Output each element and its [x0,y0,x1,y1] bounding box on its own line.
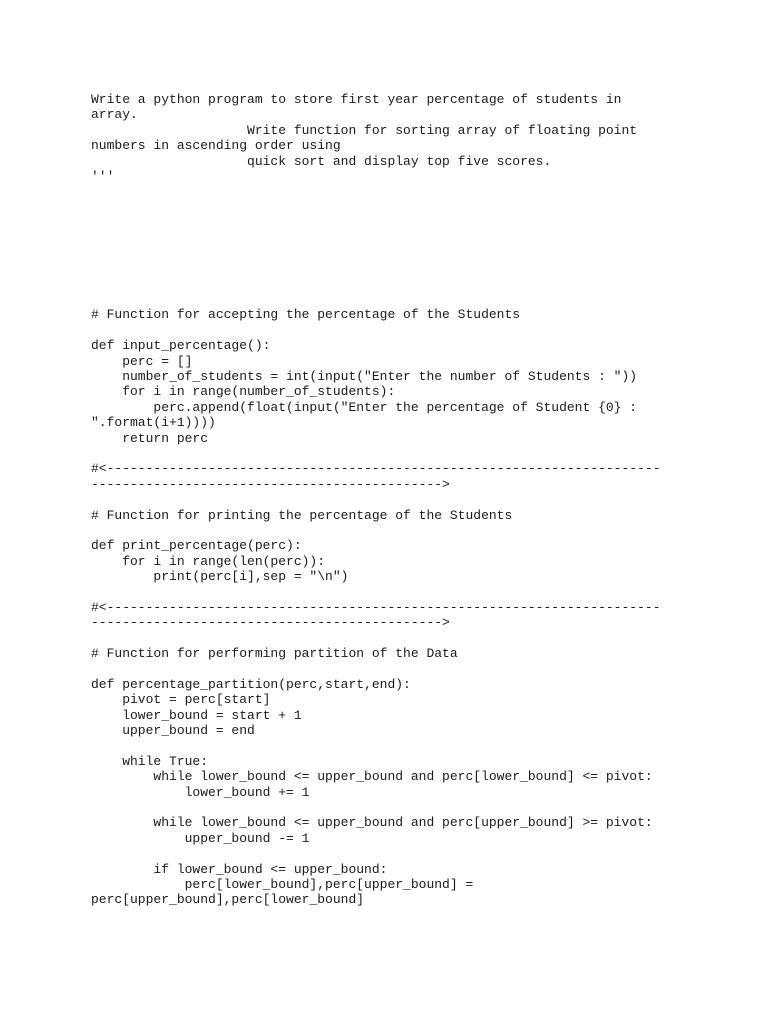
code-line [91,215,661,230]
code-line: perc[upper_bound],perc[lower_bound] [91,892,365,908]
code-line: if lower_bound <= upper_bound: [91,861,388,877]
code-line: print(perc[i],sep = "\n") [91,569,349,585]
code-line: while lower_bound <= upper_bound and perc[lower_bound] <= pivot: [91,769,653,785]
code-line: # Function for printing the percentage of the Students [91,507,513,523]
code-line: ---------------------------------------------> [91,615,450,631]
code-line: #<----------------------------------------------------------------------- [91,461,661,477]
code-line [91,661,661,676]
code-line: pivot = perc[start] [91,692,271,708]
code-line: lower_bound += 1 [91,784,310,800]
code-line: perc.append(float(input("Enter the percentage of Student {0} : [91,399,638,415]
code-line: lower_bound = start + 1 [91,707,302,723]
code-listing [91,92,661,908]
code-line: perc[lower_bound],perc[upper_bound] = [91,876,474,892]
code-line: def percentage_partition(perc,start,end): [91,676,411,692]
code-line: quick sort and display top five scores. [91,153,552,169]
code-line [91,231,661,246]
code-line: upper_bound -= 1 [91,830,310,846]
code-line: Write a python program to store first year percentage of students in [91,92,622,107]
code-line: for i in range(number_of_students): [91,384,396,400]
code-line [91,585,661,600]
code-line: def input_percentage(): [91,338,271,354]
code-line [91,492,661,507]
code-line: while lower_bound <= upper_bound and perc[upper_bound] >= pivot: [91,815,653,831]
code-line: while True: [91,753,209,769]
code-line [91,200,661,215]
code-line [91,631,661,646]
code-line [91,261,661,276]
code-line: # Function for accepting the percentage of the Students [91,307,521,323]
code-line [91,800,661,815]
code-line: numbers in ascending order using [91,138,341,154]
code-line [91,246,661,261]
code-line: ---------------------------------------------> [91,476,450,492]
code-line [91,323,661,338]
code-line: perc = [] [91,353,193,369]
code-line [91,523,661,538]
code-line: def print_percentage(perc): [91,538,302,554]
code-line: ".format(i+1)))) [91,415,216,431]
code-line [91,292,661,307]
code-line: ''' [91,168,115,184]
code-line: upper_bound = end [91,723,255,739]
code-line: #<----------------------------------------------------------------------- [91,599,661,615]
code-line: number_of_students = int(input("Enter the number of Students : ")) [91,369,638,385]
code-line: return perc [91,430,209,446]
code-line [91,846,661,861]
code-line [91,738,661,753]
code-line: array. [91,107,138,123]
code-line [91,446,661,461]
code-line: Write function for sorting array of floating point [91,122,638,138]
code-line: # Function for performing partition of the Data [91,646,458,662]
code-line [91,184,661,199]
code-line: for i in range(len(perc)): [91,553,326,569]
code-line [91,277,661,292]
